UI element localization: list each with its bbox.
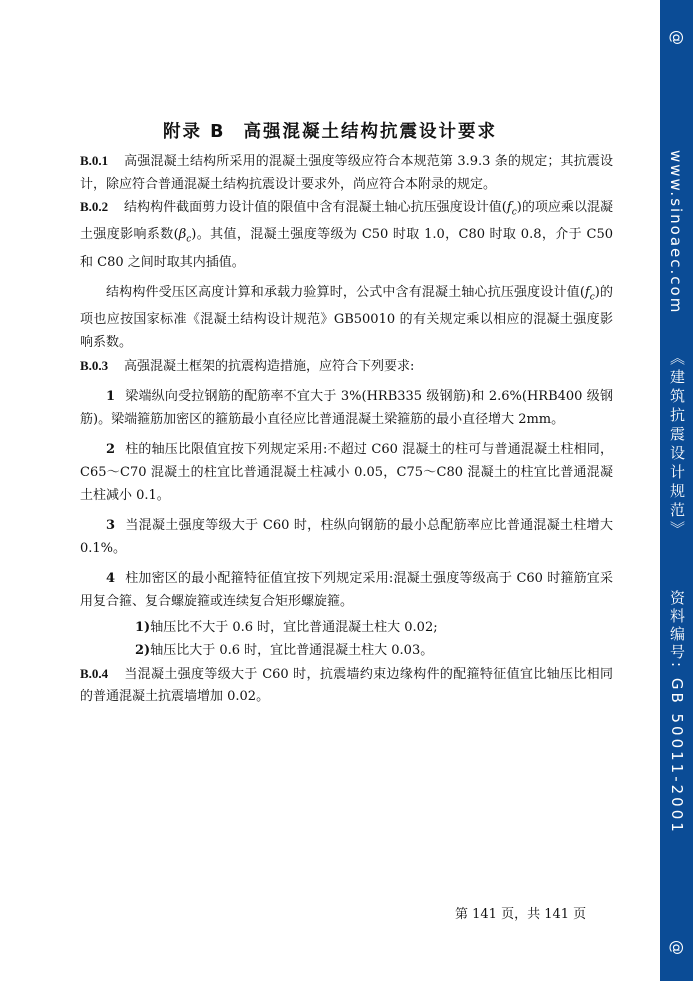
section-number: B.0.4 (80, 665, 109, 681)
section-text: 结构构件截面剪力设计值的限值中含有混凝土轴心抗压强度设计值( (124, 200, 507, 216)
item-text: 柱加密区的最小配箍特征值宜按下列规定采用:混凝土强度等级高于 C60 时箍筋宜采用复合箍、复合螺旋箍或连续复合矩形螺旋箍。 (80, 571, 613, 609)
document-code: 资料编号: GB 50011-2001 (668, 590, 686, 835)
sub-item-text: 轴压比大于 0.6 时，宜比普通混凝土柱大 0.03。 (150, 643, 434, 659)
section-b04 (80, 663, 613, 709)
at-sign-top: @ (668, 30, 686, 45)
paragraph-text: 结构构件受压区高度计算和承载力验算时，公式中含有混凝土轴心抗压强度设计值( (106, 285, 585, 301)
item-number: 3 (106, 518, 116, 534)
item-number: 4 (106, 571, 116, 587)
item-text: 梁端纵向受拉钢筋的配筋率不宜大于 3%(HRB335 级钢筋)和 2.6%(HRB400 级钢筋)。梁端箍筋加密区的箍筋最小直径应比普通混凝土梁箍筋的最小直径增大 2mm。 (80, 389, 613, 427)
sub-item-number: 1) (135, 620, 151, 636)
appendix-title: 高强混凝土结构抗震设计要求 (243, 122, 497, 142)
section-text: 高强混凝土结构所采用的混凝土强度等级应符合本规范第 3.9.3 条的规定；其抗震设计，除应符合普通混凝土结构抗震设计要求外，尚应符合本附录的规定。 (80, 154, 613, 192)
symbol-fc: f (584, 285, 590, 301)
page-footer: 第 141 页，共 141 页 (455, 907, 587, 922)
list-item (80, 439, 613, 507)
appendix-label: 附录 B (163, 122, 226, 142)
sub-item (80, 617, 613, 640)
paragraph-text: )的项也应按国家标准《混凝土结构设计规范》GB50010 的有关规定乘以相应的混凝土强度影响系数。 (80, 285, 613, 350)
item-number: 2 (106, 442, 116, 458)
symbol-beta-sub: c (186, 234, 192, 245)
section-b01 (80, 150, 613, 196)
website-url[interactable]: www.sinoaec.com (667, 150, 685, 315)
symbol-fc-sub: c (589, 292, 595, 303)
section-text: )的项应乘以混凝土强度影响系数( (80, 200, 613, 243)
section-b02 (80, 196, 613, 274)
sub-item-number: 2) (135, 643, 151, 659)
list-item (80, 386, 613, 431)
section-b03 (80, 355, 613, 379)
section-b02-para2 (80, 282, 613, 354)
symbol-fc-sub: c (511, 207, 517, 218)
section-number: B.0.1 (80, 153, 109, 168)
symbol-fc: f (506, 200, 512, 216)
section-text: 高强混凝土框架的抗震构造措施，应符合下列要求: (124, 358, 415, 374)
item-text: 柱的轴压比限值宜按下列规定采用:不超过 C60 混凝土的柱可与普通混凝土柱相同，C65～C70 混凝土的柱宜比普通混凝土柱减小 0.05，C75～C80 混凝土的柱宜比普通混凝土柱减小 0.1。 (80, 442, 613, 503)
section-number: B.0.3 (80, 357, 109, 373)
item-number: 1 (106, 389, 116, 405)
section-text: 当混凝土强度等级大于 C60 时，抗震墙约束边缘构件的配箍特征值宜比轴压比相同的普通混凝土抗震墙增加 0.02。 (80, 666, 613, 705)
symbol-beta: β (178, 227, 187, 243)
list-item (80, 568, 613, 613)
list-item (80, 515, 613, 560)
section-number: B.0.2 (80, 199, 109, 215)
page-title (0, 118, 660, 143)
sub-item (80, 640, 613, 663)
at-sign-bottom: @ (668, 940, 686, 955)
sub-item-text: 轴压比不大于 0.6 时，宜比普通混凝土柱大 0.02; (150, 620, 438, 636)
section-text: )。其值，混凝土强度等级为 C50 时取 1.0，C80 时取 0.8，介于 C50 和 C80 之间时取其内插值。 (80, 227, 613, 270)
book-title: 《建筑抗震设计规范》 (668, 350, 686, 540)
item-text: 当混凝土强度等级大于 C60 时，柱纵向钢筋的最小总配筋率应比普通混凝土柱增大 0.1%。 (80, 518, 613, 556)
body-text (80, 150, 613, 709)
